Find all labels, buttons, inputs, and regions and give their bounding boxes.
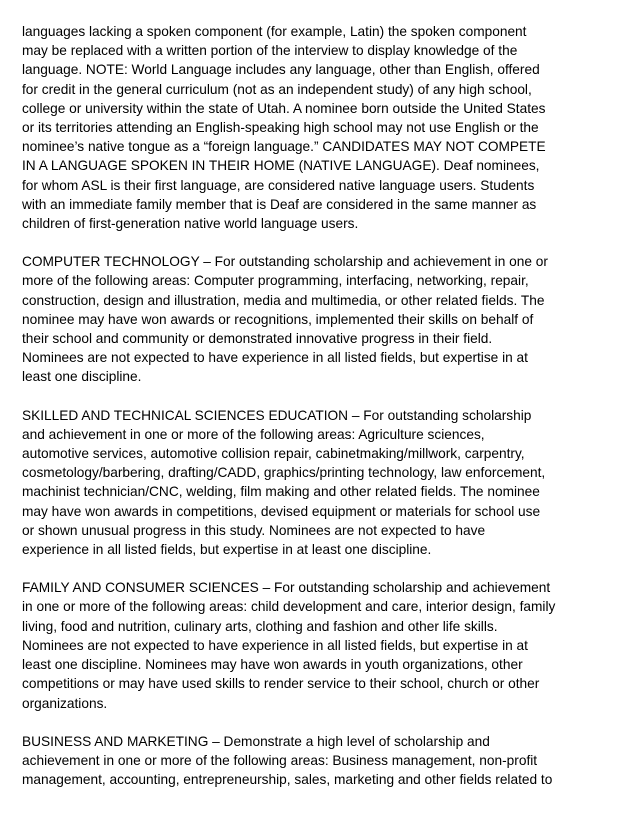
text-line: living, food and nutrition, culinary arts, clothing and fashion and other life skills. bbox=[22, 618, 498, 634]
text-line: Nominees are not expected to have experience in all listed fields, but expertise in at bbox=[22, 350, 528, 366]
text-line: construction, design and illustration, media and multimedia, or other related fields. The bbox=[22, 292, 545, 308]
text-line: may be replaced with a written portion of the interview to display knowledge of the bbox=[22, 43, 518, 59]
text-line: Nominees are not expected to have experience in all listed fields, but expertise in at bbox=[22, 637, 528, 653]
paragraph-family-consumer-sciences bbox=[22, 578, 587, 712]
text-line: BUSINESS AND MARKETING – Demonstrate a high level of scholarship and bbox=[22, 733, 490, 749]
text-line: FAMILY AND CONSUMER SCIENCES – For outstanding scholarship and achievement bbox=[22, 580, 551, 596]
text-line: management, accounting, entrepreneurship, sales, marketing and other fields related to bbox=[22, 772, 553, 788]
text-line: for whom ASL is their first language, are considered native language users. Students bbox=[22, 177, 535, 193]
text-line: may have won awards in competitions, devised equipment or materials for school use bbox=[22, 503, 541, 519]
text-line: organizations. bbox=[22, 695, 108, 711]
text-line: least one discipline. Nominees may have won awards in youth organizations, other bbox=[22, 657, 523, 673]
text-line: COMPUTER TECHNOLOGY – For outstanding scholarship and achievement in one or bbox=[22, 254, 548, 270]
paragraph-skilled-technical-sciences bbox=[22, 406, 587, 560]
text-line: least one discipline. bbox=[22, 369, 142, 385]
text-line: languages lacking a spoken component (for example, Latin) the spoken component bbox=[22, 24, 527, 39]
text-line: SKILLED AND TECHNICAL SCIENCES EDUCATION – For outstanding scholarship bbox=[22, 407, 532, 423]
text-line: achievement in one or more of the following areas: Business management, non-profit bbox=[22, 752, 538, 768]
text-line: nominee’s native tongue as a “foreign language.” CANDIDATES MAY NOT COMPETE bbox=[22, 139, 546, 155]
text-line: automotive services, automotive collision repair, cabinetmaking/millwork, carpentry, bbox=[22, 446, 525, 462]
text-line: competitions or may have used skills to render service to their school, church or other bbox=[22, 676, 540, 692]
document-page bbox=[22, 22, 587, 808]
text-line: language. NOTE: World Language includes any language, other than English, offered bbox=[22, 62, 540, 78]
text-line: cosmetology/barbering, drafting/CADD, graphics/printing technology, law enforcement, bbox=[22, 465, 546, 481]
paragraph-computer-technology bbox=[22, 252, 587, 386]
text-line: for credit in the general curriculum (not as an independent study) of any high school, bbox=[22, 81, 532, 97]
text-line: machinist technician/CNC, welding, film making and other related fields. The nominee bbox=[22, 484, 540, 500]
text-line: more of the following areas: Computer programming, interfacing, networking, repair, bbox=[22, 273, 529, 289]
text-line: experience in all listed fields, but expertise in at least one discipline. bbox=[22, 542, 432, 558]
text-line: nominee may have won awards or recognitions, implemented their skills on behalf of bbox=[22, 311, 534, 327]
text-line: and achievement in one or more of the following areas: Agriculture sciences, bbox=[22, 426, 485, 442]
text-line: or shown unusual progress in this study. Nominees are not expected to have bbox=[22, 522, 486, 538]
text-line: or its territories attending an English-speaking high school may not use English or the bbox=[22, 120, 539, 136]
paragraph-world-language-continued bbox=[22, 22, 587, 233]
text-line: college or university within the state of Utah. A nominee born outside the United States bbox=[22, 100, 546, 116]
text-line: with an immediate family member that is Deaf are considered in the same manner as bbox=[22, 196, 537, 212]
text-line: their school and community or demonstrated innovative progress in their field. bbox=[22, 331, 493, 347]
text-line: children of first-generation native world language users. bbox=[22, 216, 359, 232]
paragraph-business-marketing bbox=[22, 732, 587, 790]
text-line: in one or more of the following areas: child development and care, interior design, family bbox=[22, 599, 556, 615]
text-line: IN A LANGUAGE SPOKEN IN THEIR HOME (NATIVE LANGUAGE). Deaf nominees, bbox=[22, 158, 540, 174]
